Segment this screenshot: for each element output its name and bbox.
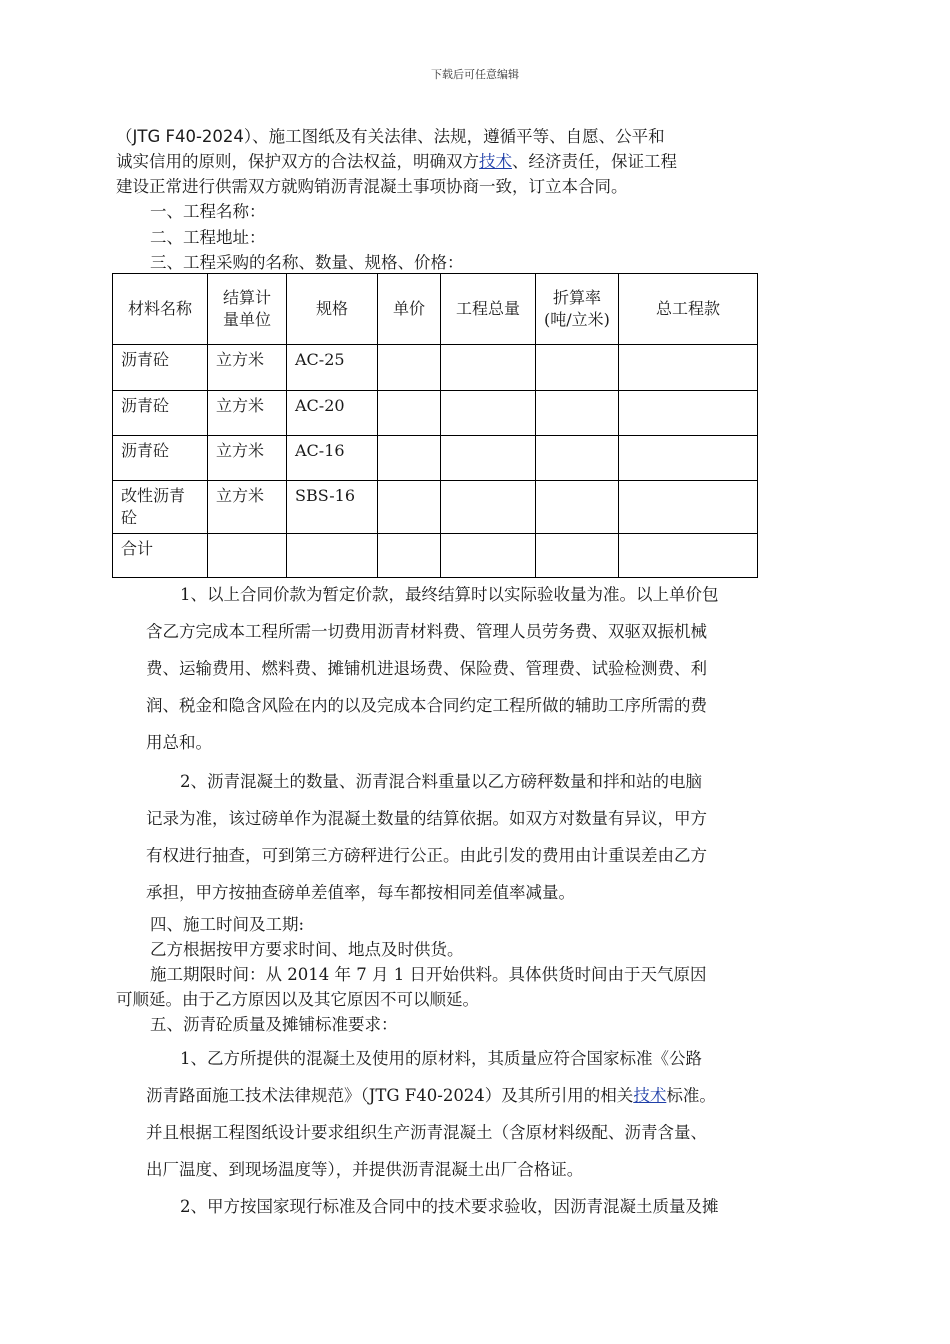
header-spec: 规格	[287, 274, 378, 345]
quality-1-line: 出厂温度、到现场温度等），并提供沥青混凝土出厂合格证。	[146, 1160, 584, 1179]
header-total: 总工程款	[619, 274, 758, 345]
cell-material: 沥青砼	[113, 345, 208, 391]
cell-total	[619, 436, 758, 481]
cell-quantity	[441, 391, 536, 436]
cell-material: 沥青砼	[113, 436, 208, 481]
technology-link[interactable]: 技术	[633, 1086, 667, 1105]
cell-unit: 立方米	[208, 345, 287, 391]
header-rate: 折算率(吨/立米)	[536, 274, 619, 345]
quality-2-line: 2、甲方按国家现行标准及合同中的技术要求验收，因沥青混凝土质量及摊	[180, 1197, 719, 1216]
intro-line-2: 诚实信用的原则，保护双方的合法权益，明确双方技术、经济责任，保证工程	[116, 152, 677, 171]
cell-price	[378, 481, 441, 534]
cell-rate	[536, 436, 619, 481]
cell-rate	[536, 345, 619, 391]
clause-2-line: 承担，甲方按抽查磅单差值率，每车都按相同差值率减量。	[146, 883, 575, 902]
intro-line-1: （JTG F40-2024）、施工图纸及有关法律、法规，遵循平等、自愿、公平和	[116, 127, 665, 146]
cell-quantity	[441, 481, 536, 534]
clause-2	[146, 763, 826, 911]
cell-material: 沥青砼	[113, 391, 208, 436]
quality-1-line: 并且根据工程图纸设计要求组织生产沥青混凝土（含原材料级配、沥青含量、	[146, 1123, 707, 1142]
header-price: 单价	[378, 274, 441, 345]
clause-2-line: 有权进行抽查，可到第三方磅秤进行公正。由此引发的费用由计重误差由乙方	[146, 846, 707, 865]
cell-spec	[287, 534, 378, 578]
table-row	[113, 436, 758, 481]
quality-clause-2	[146, 1188, 826, 1225]
table-row	[113, 391, 758, 436]
cell-unit: 立方米	[208, 481, 287, 534]
cell-unit: 立方米	[208, 391, 287, 436]
cell-price	[378, 391, 441, 436]
header-unit: 结算计量单位	[208, 274, 287, 345]
header-note: 下载后可任意编辑	[431, 68, 519, 81]
clause-1-line: 1、以上合同价款为暂定价款，最终结算时以实际验收量为准。以上单价包	[180, 585, 719, 604]
cell-total	[619, 345, 758, 391]
cell-quantity	[441, 345, 536, 391]
header-material: 材料名称	[113, 274, 208, 345]
quality-clause-1	[146, 1040, 826, 1188]
clause-1	[146, 576, 826, 761]
section-5-heading: 五、沥青砼质量及摊铺标准要求：	[150, 1015, 398, 1034]
cell-rate	[536, 481, 619, 534]
section-4-line-3: 可顺延。由于乙方原因以及其它原因不可以顺延。	[116, 990, 479, 1009]
clause-1-line: 润、税金和隐含风险在内的以及完成本合同约定工程所做的辅助工序所需的费	[146, 696, 707, 715]
clause-1-line: 费、运输费用、燃料费、摊铺机进退场费、保险费、管理费、试验检测费、利	[146, 659, 707, 678]
clause-2-line: 记录为准，该过磅单作为混凝土数量的结算依据。如双方对数量有异议，甲方	[146, 809, 707, 828]
section-4-heading: 四、施工时间及工期:	[150, 915, 305, 934]
materials-table	[112, 273, 758, 578]
cell-price	[378, 534, 441, 578]
cell-spec: AC-16	[287, 436, 378, 481]
table-row	[113, 345, 758, 391]
header-quantity: 工程总量	[441, 274, 536, 345]
clause-2-line: 2、沥青混凝土的数量、沥青混合料重量以乙方磅秤数量和拌和站的电脑	[180, 772, 702, 791]
section-4-line-1: 乙方根据按甲方要求时间、地点及时供货。	[150, 940, 464, 959]
section-2-heading: 二、工程地址：	[150, 228, 266, 247]
section-4-line-2: 施工期限时间：从 2014 年 7 月 1 日开始供料。具体供货时间由于天气原因	[150, 965, 707, 984]
section-3-heading: 三、工程采购的名称、数量、规格、价格：	[150, 253, 464, 272]
cell-total	[619, 391, 758, 436]
technology-link[interactable]: 技术	[479, 152, 512, 171]
cell-spec: AC-25	[287, 345, 378, 391]
cell-quantity	[441, 534, 536, 578]
cell-rate	[536, 391, 619, 436]
table-total-row	[113, 534, 758, 578]
table-header-row	[113, 274, 758, 345]
cell-spec: SBS-16	[287, 481, 378, 534]
cell-unit: 立方米	[208, 436, 287, 481]
cell-rate	[536, 534, 619, 578]
clause-1-line: 用总和。	[146, 733, 212, 752]
cell-spec: AC-20	[287, 391, 378, 436]
quality-1-line: 沥青路面施工技术法律规范》（JTG F40-2024）及其所引用的相关技术标准。	[146, 1086, 716, 1105]
clause-1-line: 含乙方完成本工程所需一切费用沥青材料费、管理人员劳务费、双驱双振机械	[146, 622, 707, 641]
intro-line-3: 建设正常进行供需双方就购销沥青混凝土事项协商一致，订立本合同。	[116, 177, 628, 196]
cell-quantity	[441, 436, 536, 481]
cell-total	[619, 481, 758, 534]
cell-material: 合计	[113, 534, 208, 578]
cell-material: 改性沥青砼	[113, 481, 208, 534]
quality-1-line: 1、乙方所提供的混凝土及使用的原材料，其质量应符合国家标准《公路	[180, 1049, 702, 1068]
cell-unit	[208, 534, 287, 578]
cell-price	[378, 345, 441, 391]
section-1-heading: 一、工程名称：	[150, 202, 266, 221]
table-row	[113, 481, 758, 534]
cell-price	[378, 436, 441, 481]
cell-total	[619, 534, 758, 578]
